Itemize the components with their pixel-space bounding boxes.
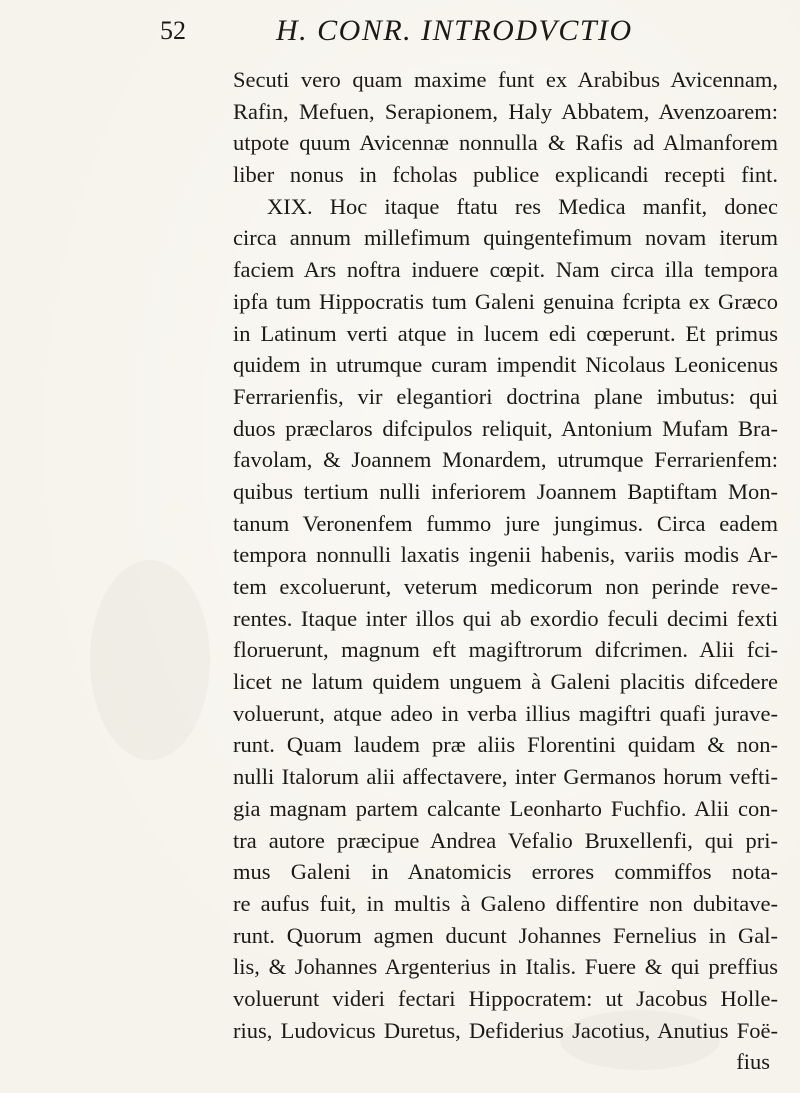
text-line: Rafin, Mefuen, Serapionem, Haly Abbatem, Avenzoarem: [233,98,778,124]
text-line: in Latinum verti atque in lucem edi cœperunt. Et primus [233,320,778,346]
text-line: utpote quum Avicennæ nonnulla & Rafis ad Almanforem [233,130,778,156]
text-line: lis, & Johannes Argenterius in Italis. Fuere & qui preffius [233,954,778,980]
text-line: gia magnam partem calcante Leonharto Fuchfio. Alii con- [233,795,778,821]
page-number: 52 [160,16,186,45]
running-title: H. CONR. INTRODVCTIO [276,14,633,47]
body-text [233,64,778,1078]
catchword: fius [736,1049,770,1075]
text-line: nulli Italorum alii affectavere, inter Germanos horum vefti- [233,764,778,790]
text-line: rentes. Itaque inter illos qui ab exordio feculi decimi fexti [233,605,778,631]
page-header [160,10,760,56]
text-line: floruerunt, magnum eft magiftrorum difcrimen. Alii fci- [233,637,778,663]
text-line: circa annum millefimum quingentefimum novam iterum [233,225,778,251]
text-line: voluerunt videri fectari Hippocratem: ut Jacobus Holle- [233,985,778,1011]
text-line: ipfa tum Hippocratis tum Galeni genuina fcripta ex Græco [233,288,778,314]
text-line: rius, Ludovicus Duretus, Defiderius Jacotius, Anutius Foë- [233,1017,778,1043]
text-line: tem excoluerunt, veterum medicorum non perinde reve- [233,574,778,599]
text-line: faciem Ars noftra induere cœpit. Nam circa illa tempora [233,257,778,283]
text-line: re aufus fuit, in multis à Galeno diffentire non dubitave- [233,890,778,916]
text-line: favolam, & Joannem Monardem, utrumque Ferrarienfem: [233,447,778,473]
text-line: tempora nonnulli laxatis ingenii habenis, variis modis Ar- [233,542,778,568]
text-line: Secuti vero quam maxime funt ex Arabibus Avicennam, [233,67,778,92]
text-line: runt. Quorum agmen ducunt Johannes Fernelius in Gal- [233,922,778,948]
text-line: duos præclaros difcipulos reliquit, Antonium Mufam Bra- [233,415,778,441]
section-start-line: XIX. Hoc itaque ftatu res Medica manfit, donec [267,193,778,219]
text-line: licet ne latum quidem unguem à Galeni placitis difcedere [233,669,778,695]
text-line: liber nonus in fcholas publice explicandi recepti fint. [233,162,778,188]
text-line: quibus tertium nulli inferiorem Joannem Baptiftam Mon- [233,478,778,504]
text-line: quidem in utrumque curam impendit Nicolaus Leonicenus [233,352,778,378]
text-line: tra autore præcipue Andrea Vefalio Bruxellenfi, qui pri- [233,827,778,853]
text-line: tanum Veronenfem fummo jure jungimus. Circa eadem [233,510,778,536]
text-line: mus Galeni in Anatomicis errores commiffos nota- [233,859,778,885]
text-line: runt. Quam laudem præ aliis Florentini quidam & non- [233,732,778,758]
paper-stain [90,560,210,760]
text-line: Ferrarienfis, vir elegantiori doctrina plane imbutus: qui [233,383,778,409]
text-line: voluerunt, atque adeo in verba illius magiftri quafi jurave- [233,700,778,726]
